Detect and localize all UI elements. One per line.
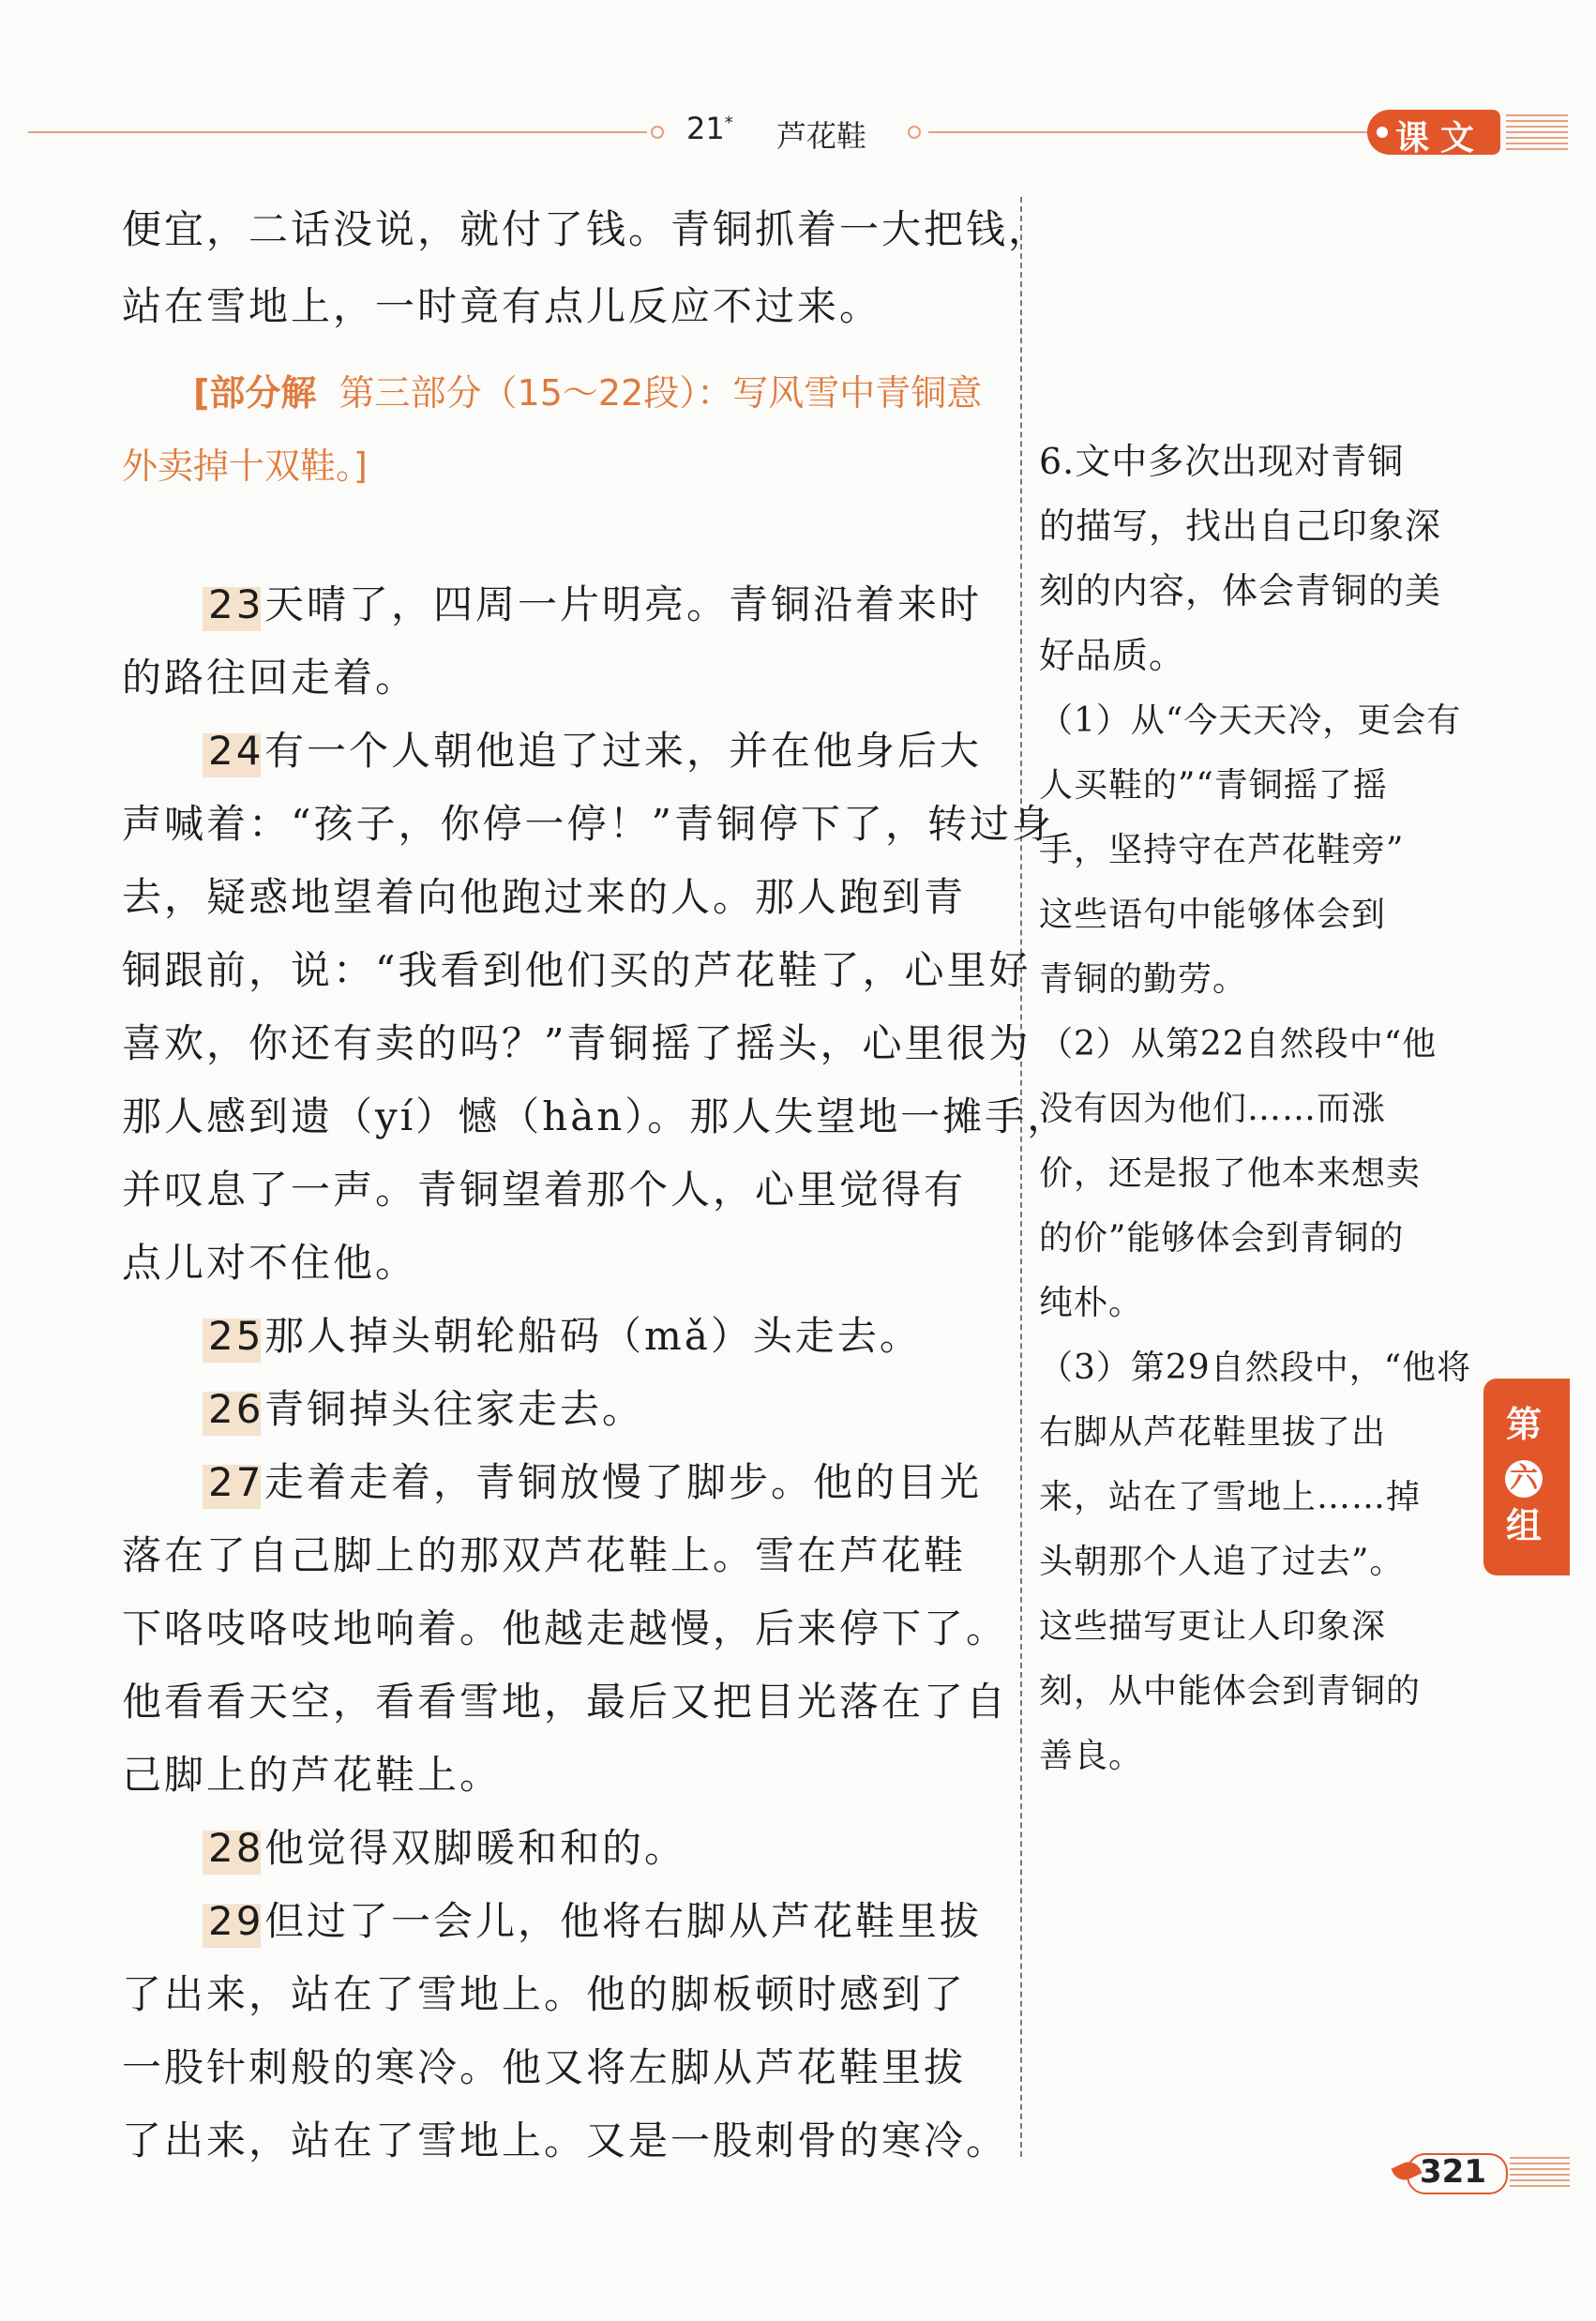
header-rule-left [28,131,647,133]
paragraph-24 [208,720,982,776]
text-line: 那人感到遗（yí）憾（hàn）。那人失望地一摊手， [122,1093,1070,1139]
header-dot [908,126,921,139]
text-line: 并叹息了一声。青铜望着那个人，心里觉得有 [122,1167,967,1213]
paragraph-number: 24 [208,728,264,774]
question-line: 好品质。 [1039,635,1186,676]
text-line: 去，疑惑地望着向他跑过来的人。那人跑到青 [122,874,967,920]
section-analysis [193,364,982,415]
text-line: 了出来，站在了雪地上。又是一股刺骨的寒冷。 [122,2118,1009,2163]
question-line: 的描写，找出自己印象深 [1039,505,1442,547]
text-line: 他看看天空，看看雪地，最后又把目光落在了自 [122,1679,1009,1725]
text-line: 了出来，站在了雪地上。他的脚板顿时感到了 [122,1971,967,2017]
unit-tab-label [1500,1399,1547,1551]
paragraph-text: 那人掉头朝轮船码（mǎ）头走去。 [264,1313,922,1359]
answer-line: 右脚从芦花鞋里拔了出 [1039,1413,1387,1452]
answer-line: 这些描写更让人印象深 [1039,1607,1387,1646]
text-line: 下咯吱咯吱地响着。他越走越慢，后来停下了。 [122,1605,1009,1651]
answer-line: （3）第29自然段中，“他将 [1039,1349,1472,1387]
header-dot [651,126,664,139]
text-line: 便宜，二话没说，就付了钱。青铜抓着一大把钱， [122,206,1051,252]
paragraph-text: 他觉得双脚暖和和的。 [264,1825,687,1871]
analysis-text-line2: 外卖掉十双鞋。] [122,445,368,487]
question-line: 6.文中多次出现对青铜 [1039,441,1405,482]
text-line: 己脚上的芦花鞋上。 [122,1752,503,1798]
text-line: 铜跟前，说：“我看到他们买的芦花鞋了，心里好 [122,947,1031,993]
paragraph-25 [208,1305,922,1362]
question-line: 刻的内容，体会青铜的美 [1039,570,1442,611]
text-line: 落在了自己脚上的那双芦花鞋上。雪在芦花鞋 [122,1532,967,1578]
section-tab-label: 课文 [1395,119,1486,158]
paragraph-28 [208,1817,686,1874]
paragraph-text: 天晴了，四周一片明亮。青铜沿着来时 [264,581,983,627]
answer-line: 青铜的勤劳。 [1039,960,1248,999]
text-line: 的路往回走着。 [122,655,418,701]
answer-line: 善良。 [1039,1737,1144,1775]
answer-line: 来，站在了雪地上……掉 [1039,1478,1422,1516]
text-line: 站在雪地上，一时竟有点儿反应不过来。 [122,283,882,329]
paragraph-number: 28 [208,1825,264,1871]
text-line: 点儿对不住他。 [122,1240,418,1286]
paragraph-number: 29 [208,1898,264,1944]
paragraph-26 [208,1379,644,1435]
answer-line: 纯朴。 [1039,1284,1144,1322]
paragraph-text: 青铜掉头往家走去。 [264,1386,645,1432]
answer-line: 的价”能够体会到青铜的 [1039,1219,1405,1258]
paragraph-27 [208,1452,982,1508]
unit-tab-top: 第 [1505,1404,1542,1445]
lesson-number: 21* [686,111,733,146]
answer-line: 手，坚持守在芦花鞋旁” [1039,831,1405,869]
unit-tab-bottom: 组 [1505,1505,1542,1546]
paragraph-23 [208,574,982,630]
paragraph-29 [208,1891,982,1947]
answer-line: （1）从“今天天冷，更会有 [1039,701,1462,740]
analysis-label: [部分解 [193,372,317,414]
lesson-title: 芦花鞋 [776,118,867,154]
paragraph-number: 27 [208,1459,264,1505]
analysis-text: 第三部分（15～22段）：写风雪中青铜意 [339,372,983,414]
paragraph-text: 但过了一会儿，他将右脚从芦花鞋里拔 [264,1898,983,1944]
text-line: 喜欢，你还有卖的吗？”青铜摇了摇头，心里很为 [122,1020,1031,1066]
paragraph-text: 走着走着，青铜放慢了脚步。他的目光 [264,1459,983,1505]
header-stripes [1506,114,1568,150]
page-number: 321 [1420,2153,1486,2191]
answer-line: 这些语句中能够体会到 [1039,896,1387,934]
unit-tab-number: 六 [1505,1460,1543,1498]
answer-line: 头朝那个人追了过去”。 [1039,1543,1405,1581]
answer-line: （2）从第22自然段中“他 [1039,1025,1438,1063]
paragraph-text: 有一个人朝他追了过来，并在他身后大 [264,728,983,774]
paragraph-number: 26 [208,1386,264,1432]
answer-line: 人买鞋的”“青铜摇了摇 [1039,766,1388,805]
paragraph-number: 23 [208,581,264,627]
column-divider [1020,197,1022,2157]
answer-line: 刻，从中能体会到青铜的 [1039,1672,1422,1711]
text-line: 声喊着：“孩子，你停一停！”青铜停下了，转过身 [122,801,1054,847]
text-line: 一股针刺般的寒冷。他又将左脚从芦花鞋里拔 [122,2044,967,2090]
answer-line: 价，还是报了他本来想卖 [1039,1154,1422,1193]
answer-line: 没有因为他们……而涨 [1039,1090,1387,1128]
footer-stripes [1510,2157,1570,2187]
section-tab-dot [1377,127,1388,138]
header-rule-right [928,131,1369,133]
paragraph-number: 25 [208,1313,264,1359]
